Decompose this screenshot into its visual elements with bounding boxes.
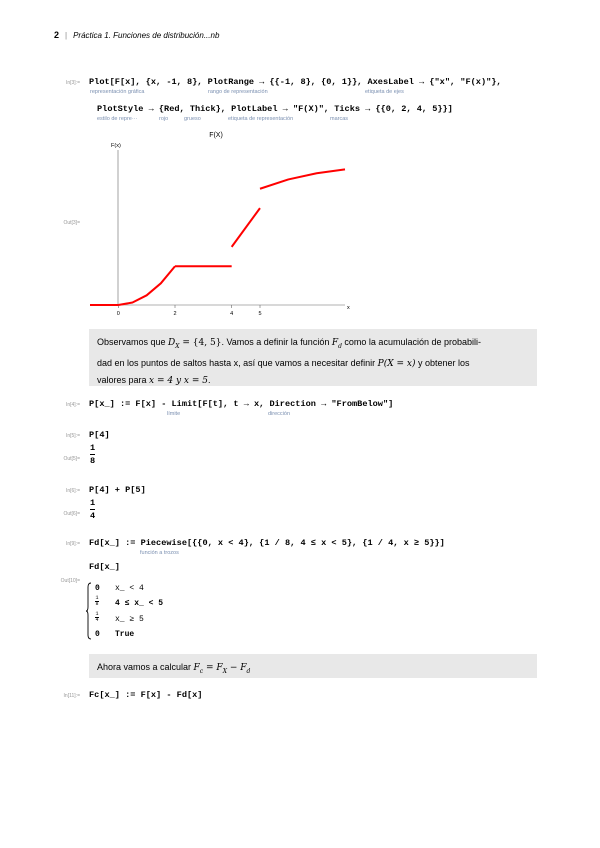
pw-row2-denominator: 8 (95, 601, 99, 607)
math-fd-term-sub: d (246, 667, 251, 675)
out5-denominator: 8 (90, 456, 96, 466)
in3-hint-thick: grueso (184, 116, 201, 122)
math-dx (168, 338, 221, 348)
text1-part-d: dad en los puntos de saltos hasta x, así que vamos a necesitar definir (97, 357, 378, 368)
text1-part-e: y obtener los (415, 357, 470, 368)
pw-row4-condition: True (115, 630, 135, 639)
pw-row1-value: 0 (95, 584, 100, 593)
in3-hint-plot: representación gráfica (90, 89, 145, 95)
in9-code[interactable]: Fd[x_] := Piecewise[{{0, x < 4}, {1 / 8, 4 ≤ x < 5}, {1 / 4, x ≥ 5}}] (89, 538, 445, 548)
math-fd-term: − F (226, 663, 247, 673)
in4-code[interactable]: P[x_] := F[x] - Limit[F[t], t → x, Direction → "FromBelow"] (89, 399, 394, 409)
y-axis-label: F(x) (111, 143, 121, 149)
math-fd (332, 338, 342, 348)
in5-code[interactable]: P[4] (89, 430, 110, 440)
in3-label: In[3]:= (65, 80, 80, 86)
text1-part-f: valores para (97, 374, 150, 385)
header-divider: | (65, 31, 68, 40)
cdf-segment-tail (260, 169, 345, 188)
pw-row3-fraction (95, 612, 99, 623)
in3-hint-ticks: marcas (330, 116, 349, 122)
in6-label: In[6]:= (65, 488, 80, 494)
in4-hint-limit: límite (167, 411, 181, 417)
in9-code-line2[interactable]: Fd[x_] (89, 562, 120, 572)
out10-label: Out[10]= (60, 578, 80, 584)
in3-hint-plotrange: rango de representación (208, 89, 268, 95)
pw-row2-condition: 4 ≤ x_ < 5 (115, 599, 164, 608)
x-tick-label: 5 (258, 311, 262, 317)
out5-fraction (90, 443, 95, 466)
in9-hint-piecewise: función a trozos (140, 550, 179, 556)
in11-code[interactable]: Fc[x_] := F[x] - Fd[x] (89, 690, 203, 700)
out6-fraction (90, 498, 95, 521)
pw-row2-numerator: 1 (95, 595, 99, 601)
pw-row2-fraction (95, 596, 99, 607)
cdf-segment-quadratic (118, 266, 175, 305)
piecewise-brace (86, 582, 92, 640)
in4-label: In[4]:= (65, 402, 80, 408)
math-x-values: x = 4 y x = 5 (149, 375, 208, 386)
page-number: 2 (54, 30, 60, 40)
in3-hint-axeslabel: etiqueta de ejes (365, 89, 404, 95)
in6-code[interactable]: P[4] + P[5] (89, 485, 146, 495)
in4-hint-direction: dirección (268, 411, 291, 417)
cdf-segment-linear (232, 208, 260, 247)
out5-label: Out[5]= (63, 456, 80, 462)
math-fx-sub: X (222, 667, 227, 675)
text1-part-g: . (207, 374, 211, 385)
math-fx-main: = F (203, 663, 223, 673)
in3-hint-plotstyle: estilo de repre··· (97, 116, 138, 122)
cdf-plot (85, 128, 355, 320)
fraction-bar (90, 509, 95, 510)
text1-part-a: Observamos que (97, 337, 169, 347)
in3-code-line1[interactable]: Plot[F[x], {x, -1, 8}, PlotRange → {{-1, 8}, {0, 1}}, AxesLabel → {"x", "F(x)"}, (89, 77, 502, 87)
x-tick-label: 0 (116, 311, 120, 317)
plot-title: F(X) (209, 132, 223, 139)
pw-row1-condition: x_ < 4 (115, 584, 144, 593)
text2-part-a: Ahora vamos a calcular (97, 662, 194, 672)
math-dx-rest: = {4, 5} (179, 338, 222, 348)
math-fc-main: F (193, 663, 200, 673)
in11-label: In[11]:= (63, 693, 80, 699)
text-cell-compute-fc (89, 654, 537, 678)
math-fd-main: F (331, 338, 339, 348)
in3-hint-plotlabel: etiqueta de representación (228, 116, 294, 122)
math-pxx: P(X = x) (377, 358, 416, 369)
page-header (54, 30, 219, 40)
text-cell-observation (89, 329, 537, 386)
x-tick-label: 2 (173, 311, 177, 317)
in3-hint-red: rojo (159, 116, 169, 122)
text1-part-c: como la acumulación de probabili- (341, 337, 481, 347)
out6-label: Out[6]= (63, 511, 80, 517)
math-dx-sub: X (175, 342, 180, 350)
math-fd-sub: d (338, 342, 342, 350)
out5-numerator: 1 (90, 443, 96, 453)
x-axis-label: x (347, 305, 350, 311)
out6-numerator: 1 (90, 498, 96, 508)
pw-row4-value: 0 (95, 630, 100, 639)
fraction-bar (90, 454, 95, 455)
x-tick-label: 4 (230, 311, 234, 317)
document-title: Práctica 1. Funciones de distribución...nb (73, 31, 220, 40)
pw-row3-numerator: 1 (95, 611, 99, 617)
math-fc-expression (194, 663, 251, 673)
math-fc-sub: c (199, 667, 204, 675)
in5-label: In[5]:= (65, 433, 80, 439)
in9-label: In[9]:= (65, 541, 80, 547)
out3-label: Out[3]= (63, 220, 80, 226)
math-dx-main: D (168, 338, 176, 348)
out6-denominator: 4 (90, 511, 96, 521)
pw-row3-condition: x_ ≥ 5 (115, 615, 144, 624)
pw-row3-denominator: 4 (95, 617, 99, 623)
text1-part-b: . Vamos a definir la función (221, 337, 332, 347)
in3-code-line2[interactable]: PlotStyle → {Red, Thick}, PlotLabel → "F(X)", Ticks → {{0, 2, 4, 5}}] (97, 104, 453, 114)
